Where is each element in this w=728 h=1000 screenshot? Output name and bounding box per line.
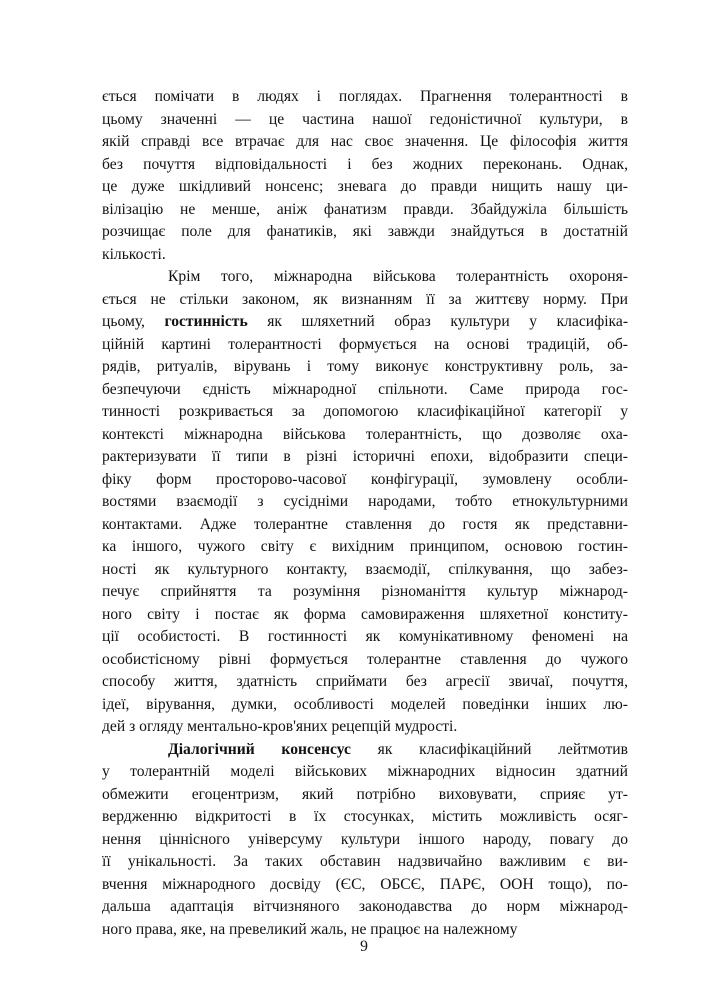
text-run: ка іншого, чужого світу є вихідним принципом, основою гостин-: [102, 538, 628, 555]
text-line: [102, 671, 628, 694]
text-line: [102, 311, 628, 334]
text-line: [102, 109, 628, 132]
text-line: [102, 649, 628, 672]
text-line: [102, 851, 628, 874]
text-line: [102, 469, 628, 492]
text-line: [102, 694, 628, 717]
text-line: [102, 514, 628, 537]
text-run: без почуття відповідальності і без жодних переконань. Однак,: [102, 155, 628, 173]
text-run: цьому,: [102, 313, 165, 330]
text-run: нення ціннісного універсуму культури іншого народу, повагу до: [102, 830, 628, 848]
text-run: ційній картині толерантності формується на основі традицій, об-: [102, 335, 628, 353]
text-line: [102, 154, 628, 177]
text-run: рактеризувати її типи в різні історичні епохи, відобразити специ-: [102, 448, 628, 465]
text-run: рядів, ритуалів, вірувань і тому виконує конструктивну роль, за-: [102, 358, 628, 375]
text-run: особистісному рівні формується толерантне ставлення до чужого: [102, 650, 628, 668]
text-run: якій справді все втрачає для нас своє значення. Це філософія життя: [102, 133, 628, 150]
text-line: [102, 266, 628, 289]
text-run: цьому значенні — це частина нашої гедоністичної культури, в: [102, 110, 628, 128]
text-run: тинності розкривається за допомогою класифікаційної категорії у: [102, 403, 628, 420]
text-line: [102, 739, 628, 762]
text-run: вілізацію не менше, аніж фанатизм правди. Збайдужіла більшість: [102, 200, 628, 218]
text-line: [102, 199, 628, 222]
text-run: ного права, яке, на превеликий жаль, не працює на належному: [102, 920, 518, 938]
page-body: [102, 86, 628, 941]
text-line: [102, 536, 628, 559]
page-number: 9: [360, 938, 368, 955]
text-line: [102, 806, 628, 829]
text-line: [102, 221, 628, 244]
text-line: [102, 626, 628, 649]
text-run: контактами. Адже толерантне ставлення до гостя як представни-: [102, 515, 628, 533]
bold-term: Діалогічний консенсус: [168, 740, 351, 758]
text-run: вчення міжнародного досвіду (ЄС, ОБСЄ, ПАРЄ, ООН тощо), по-: [102, 875, 628, 893]
text-run: це дуже шкідливий нонсенс; зневага до правди нищить нашу ци-: [102, 178, 628, 195]
text-run: обмежити егоцентризм, який потрібно виховувати, сприяє ут-: [102, 785, 628, 803]
text-run: розчищає поле для фанатиків, які завжди знайдуться в достатній: [102, 223, 628, 240]
text-run: ідеї, вірування, думки, особливості моделей поведінки інших лю-: [102, 695, 628, 713]
text-run: способу життя, здатність сприймати без агресії звичаї, почуття,: [102, 673, 628, 690]
text-line: [102, 716, 628, 739]
text-run: Крім того, міжнародна військова толерантність охороня-: [168, 268, 628, 285]
text-run: ного світу і постає як форма самовираження шляхетної конститу-: [102, 605, 628, 623]
text-line: [102, 244, 628, 267]
text-run: кількості.: [102, 245, 166, 263]
text-line: [102, 581, 628, 604]
text-line: [102, 379, 628, 402]
text-run: як класифікаційний лейтмотив: [350, 740, 628, 758]
text-line: [102, 874, 628, 897]
paragraph: [102, 266, 628, 739]
text-run: як шляхетний образ культури у класифіка-: [247, 313, 629, 330]
text-run: вердженню відкритості в їх стосунках, містить можливість осяг-: [102, 808, 628, 825]
text-line: [102, 356, 628, 379]
text-line: [102, 784, 628, 807]
text-line: [102, 176, 628, 199]
text-run: дальша адаптація вітчизняного законодавства до норм міжнарод-: [102, 898, 628, 915]
text-run: востями взаємодії з сусідніми народами, тобто етнокультурними: [102, 493, 628, 510]
text-run: фіку форм просторово-часової конфігурації, зумовлену особли-: [102, 470, 628, 488]
text-line: [102, 559, 628, 582]
text-run: ності як культурного контакту, взаємодії, спілкування, що забез-: [102, 560, 628, 578]
text-line: [102, 86, 628, 109]
text-line: [102, 491, 628, 514]
text-line: [102, 131, 628, 154]
text-run: печує сприйняття та розуміння різноманіття культур міжнарод-: [102, 583, 628, 600]
text-line: [102, 424, 628, 447]
text-line: [102, 401, 628, 424]
text-line: [102, 446, 628, 469]
text-run: дей з огляду ментально-кров'яних рецепцій мудрості.: [102, 718, 458, 735]
text-line: [102, 334, 628, 357]
bold-term: гостинність: [164, 313, 248, 330]
text-run: її унікальності. За таких обставин надзвичайно важливим є ви-: [102, 853, 628, 870]
paragraph: [102, 86, 628, 266]
text-line: [102, 896, 628, 919]
text-run: ції особистості. В гостинності як комунікативному феномені на: [102, 628, 628, 645]
text-run: безпечуючи єдність міжнародної спільноти. Саме природа гос-: [102, 380, 628, 398]
text-run: ється не стільки законом, як визнанням її за життєву норму. При: [102, 290, 628, 308]
text-line: [102, 761, 628, 784]
text-run: контексті міжнародна військова толерантність, що дозволяє оха-: [102, 425, 628, 443]
paragraph: [102, 739, 628, 942]
text-line: [102, 829, 628, 852]
text-line: [102, 289, 628, 312]
text-run: ється помічати в людях і поглядах. Прагнення толерантності в: [102, 88, 628, 105]
text-run: у толерантній моделі військових міжнародних відносин здатний: [102, 763, 628, 780]
text-line: [102, 604, 628, 627]
